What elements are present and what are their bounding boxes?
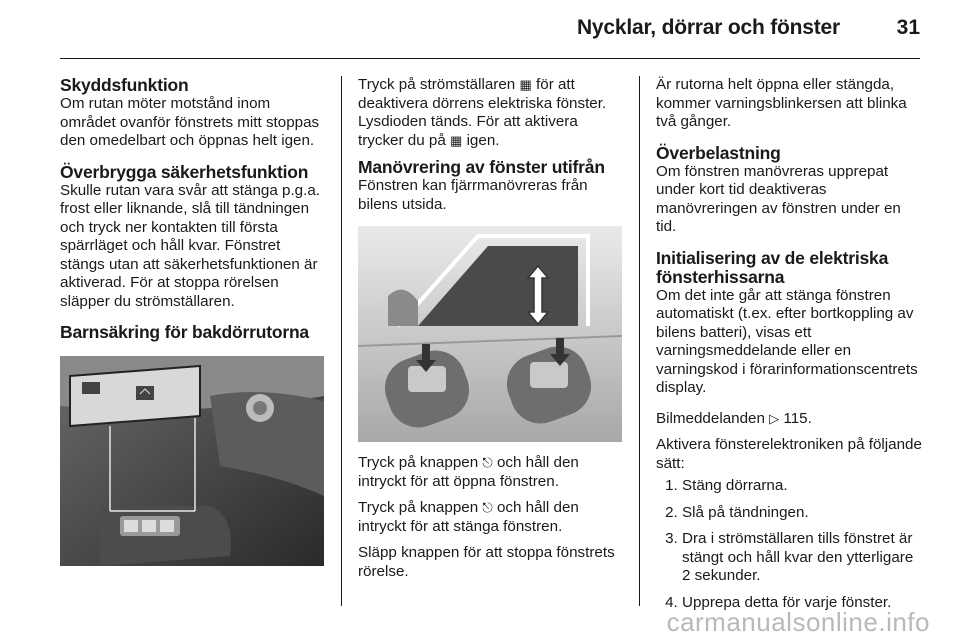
section-text: Om rutan möter motstånd inom området ovanför fönstrets mitt stoppas den omedelbart och öppnas helt igen.: [60, 95, 320, 149]
section-heading: Överbrygga säkerhetsfunktion: [60, 161, 309, 182]
paragraph: Aktivera fönsterelektroniken på följande sätt:: [656, 436, 922, 472]
watermark: carmanualsonline.info: [666, 607, 930, 637]
section-text: Om det inte går att stänga fönstren automatiskt (t.ex. efter bortkoppling av bilens batteri), visas ett varningsmeddelande eller en varningskod i förarinformationscentrets display.: [656, 286, 918, 396]
window-lock-icon: ▦: [450, 132, 463, 148]
text-span: 115.: [783, 409, 812, 427]
remote-key-drawing: [358, 226, 622, 442]
section-text: Om fönstren manövreras upprepat under kort tid deaktiveras manövreringen av fönstren under en tid.: [656, 162, 901, 235]
paragraph: [358, 76, 626, 150]
section-remote: [358, 158, 626, 214]
section-override: [60, 163, 328, 312]
remote-key-illustration: [358, 226, 622, 442]
column-right: [656, 76, 924, 620]
section-text: Fönstren kan fjärrmanövreras från bilens utsida.: [358, 177, 588, 213]
door-panel-drawing: [60, 356, 324, 566]
list-item: 2. Slå på tändningen.: [682, 504, 924, 523]
page-header: [0, 0, 960, 62]
paragraph: Släpp knappen för att stoppa fönstrets rörelse.: [358, 544, 615, 580]
section-heading: Manövrering av fönster utifrån: [358, 157, 605, 177]
text-span: Tryck på strömställaren: [358, 76, 516, 93]
text-span: och håll den intryckt för att stänga fönstren.: [358, 499, 579, 535]
list-item: 3. Dra i strömställaren tills fönstret är stängt och håll kvar den ytterligare 2 sekunder.: [682, 530, 924, 586]
text-span: för att deaktivera dörrens elektriska fönster. Lysdioden tänds. För att aktivera trycker du på: [358, 76, 607, 149]
text-span: Bilmeddelanden: [656, 409, 765, 427]
section-heading: Initialisering av de elektriska fönsterhissarna: [656, 247, 889, 287]
text-span: Tryck på knappen: [358, 499, 479, 516]
paragraph: [656, 410, 924, 429]
lock-key-icon: ⎋: [482, 500, 493, 515]
reference-arrow-icon: ▷: [769, 410, 780, 426]
paragraph: [358, 454, 626, 491]
paragraph: [358, 499, 626, 536]
step-list: [656, 477, 924, 612]
list-item: 1. Stäng dörrarna.: [682, 477, 924, 496]
section-heading: Barnsäkring för bakdörrutorna: [60, 322, 309, 342]
text-span: igen.: [466, 131, 500, 149]
header-rule: [60, 58, 920, 59]
paragraph: Är rutorna helt öppna eller stängda, kommer varningsblinkersen att blinka två gånger.: [656, 76, 907, 130]
text-span: och håll den intryckt för att öppna fönstren.: [358, 454, 579, 490]
section-heading: Skyddsfunktion: [60, 75, 189, 95]
column-divider: [341, 76, 342, 606]
text-span: Tryck på knappen: [358, 454, 479, 471]
list-item: 4. Upprepa detta för varje fönster.: [682, 594, 924, 613]
unlock-key-icon: ⎋: [482, 455, 493, 470]
column-divider: [639, 76, 640, 606]
window-lock-icon: ▦: [519, 77, 532, 92]
column-middle: [358, 76, 626, 589]
section-overload: [656, 144, 924, 237]
section-initialization: [656, 249, 924, 398]
page-number: 31: [896, 16, 920, 39]
door-panel-illustration: [60, 356, 324, 566]
page-title: Nycklar, dörrar och fönster: [576, 16, 840, 39]
section-heading: Överbelastning: [656, 142, 781, 163]
section-protection: [60, 76, 328, 151]
column-left: [60, 76, 328, 566]
section-text: Skulle rutan vara svår att stänga p.g.a. frost eller liknande, slå till tändningen och tryck ner kontakten till första spärrläget och håll kvar. Fönstret stängs utan att säkerhetsfunktionen är aktiverad. För at stoppa rörelsen släpper du strömställaren.: [60, 181, 321, 310]
